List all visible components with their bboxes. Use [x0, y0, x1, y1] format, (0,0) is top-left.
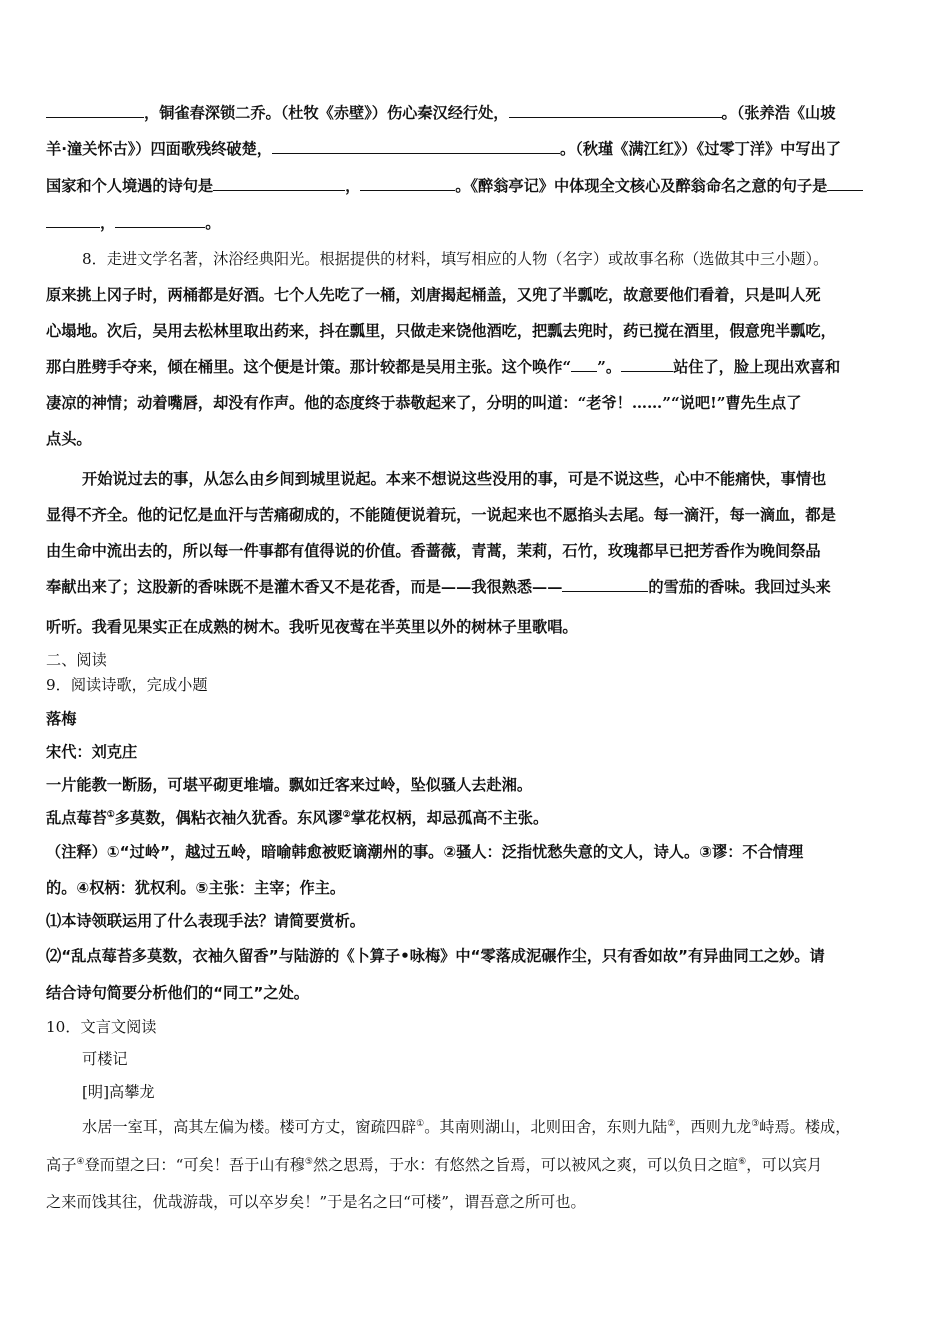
answer-blank [509, 103, 722, 118]
q8-passage-line: 点头。 [46, 430, 92, 448]
essay-author: [明]高攀龙 [82, 1083, 155, 1101]
q8-passage-line: 那白胜劈手夺来，倾在桶里。这个便是计策。那计较都是吴用主张。这个唤作“ ”。 站住了，脸上现出欢喜和 [46, 358, 841, 376]
q9-subquestion-1: ⑴本诗领联运用了什么表现手法？请简要赏析。 [46, 912, 365, 930]
answer-blank [571, 357, 597, 372]
q8-passage-line: 凄凉的神情；动着嘴唇，却没有作声。他的态度终于恭敬起来了，分明的叫道：“老爷！……”“说吧!”曹先生点了 [46, 394, 802, 412]
q7-line-4: ， 。 [46, 213, 220, 233]
q8-passage-line: 奉献出来了；这股新的香味既不是灌木香又不是花香，而是——我很熟悉—— 的雪茄的香味。我回过头来 [46, 578, 831, 596]
q8-prompt: 8．走进文学名著，沐浴经典阳光。根据提供的材料，填写相应的人物（名字）或故事名称（选做其中三小题）。 [82, 250, 829, 268]
poem-notes: （注释）①“过岭”，越过五岭，暗喻韩愈被贬谪潮州的事。②骚人：泛指忧愁失意的文人，诗人。③谬：不合情理 [46, 843, 804, 861]
q9-subquestion-2: 结合诗句简要分析他们的“同工”之处。 [46, 984, 309, 1002]
q10-heading: 10．文言文阅读 [46, 1018, 157, 1036]
poem-author: 宋代：刘克庄 [46, 743, 138, 761]
essay-line: 之来而饯其往，优哉游哉，可以卒岁矣！”于是名之曰“可楼”，谓吾意之所可也。 [46, 1193, 586, 1211]
answer-blank [272, 139, 560, 154]
essay-line: 高子④登而望之曰：“可矣！吾于山有穆⑤然之思焉，于水：有悠然之旨焉，可以被风之爽，可以负日之暄⑥，可以宾月 [46, 1156, 823, 1174]
q7-line-1: ，铜雀春深锁二乔。（杜牧《赤壁》）伤心秦汉经行处， 。（张养浩《山坡 [46, 103, 835, 123]
answer-blank [115, 213, 205, 228]
q8-passage-line: 由生命中流出去的，所以每一件事都有值得说的价值。香蔷薇，青蒿，茉莉，石竹，玫瑰都早已把芳香作为晚间祭品 [46, 542, 821, 560]
q8-passage-line: 显得不齐全。他的记忆是血汗与苦痛砌成的，不能随便说着玩，一说起来也不愿掐头去尾。每一滴汗，每一滴血，都是 [46, 506, 836, 524]
answer-blank [46, 103, 144, 118]
essay-line: 水居一室耳，高其左偏为楼。楼可方丈，窗疏四辟①。其南则湖山，北则田舍，东则九陆②，西则九龙③峙焉。楼成， [82, 1118, 851, 1136]
q8-passage-line: 开始说过去的事，从怎么由乡间到城里说起。本来不想说这些没用的事，可是不说这些，心中不能痛快，事情也 [82, 470, 827, 488]
poem-title: 落梅 [46, 710, 77, 728]
q9-heading: 9．阅读诗歌，完成小题 [46, 676, 208, 694]
answer-blank [46, 213, 100, 228]
q8-passage-line: 原来挑上冈子时，两桶都是好酒。七个人先吃了一桶，刘唐揭起桶盖，又兜了半瓢吃，故意要他们看着，只是叫人死 [46, 286, 821, 304]
answer-blank [621, 357, 673, 372]
poem-line: 一片能教一断肠，可堪平砌更堆墙。飘如迁客来过岭，坠似骚人去赴湘。 [46, 776, 532, 794]
answer-blank [360, 176, 455, 191]
poem-line: 乱点莓苔①多莫数，偶粘衣袖久犹香。东风谬②掌花权柄，却忌孤高不主张。 [46, 809, 549, 827]
q7-line-3: 国家和个人境遇的诗句是 ， 。《醉翁亭记》中体现全文核心及醉翁命名之意的句子是 [46, 176, 863, 196]
answer-blank [213, 176, 345, 191]
q8-passage-line: 心塌地。次后，吴用去松林里取出药来，抖在瓢里，只做走来饶他酒吃，把瓢去兜时，药已搅在酒里，假意兜半瓢吃， [46, 322, 836, 340]
essay-title: 可楼记 [82, 1050, 128, 1068]
section-heading: 二、阅读 [46, 651, 107, 669]
poem-notes: 的。④权柄：犹权利。⑤主张：主宰；作主。 [46, 879, 346, 897]
answer-blank [827, 176, 863, 191]
q9-subquestion-2: ⑵“乱点莓苔多莫数，衣袖久留香”与陆游的《卜算子•咏梅》中“零落成泥碾作尘，只有香如故”有异曲同工之妙。请 [46, 947, 825, 965]
q7-line-2: 羊·潼关怀古》）四面歌残终破楚， 。（秋瑾《满江红》）《过零丁洋》中写出了 [46, 140, 841, 158]
answer-blank [562, 577, 648, 592]
q8-passage-line: 听听。我看见果实正在成熟的树木。我听见夜莺在半英里以外的树林子里歌唱。 [46, 618, 578, 636]
